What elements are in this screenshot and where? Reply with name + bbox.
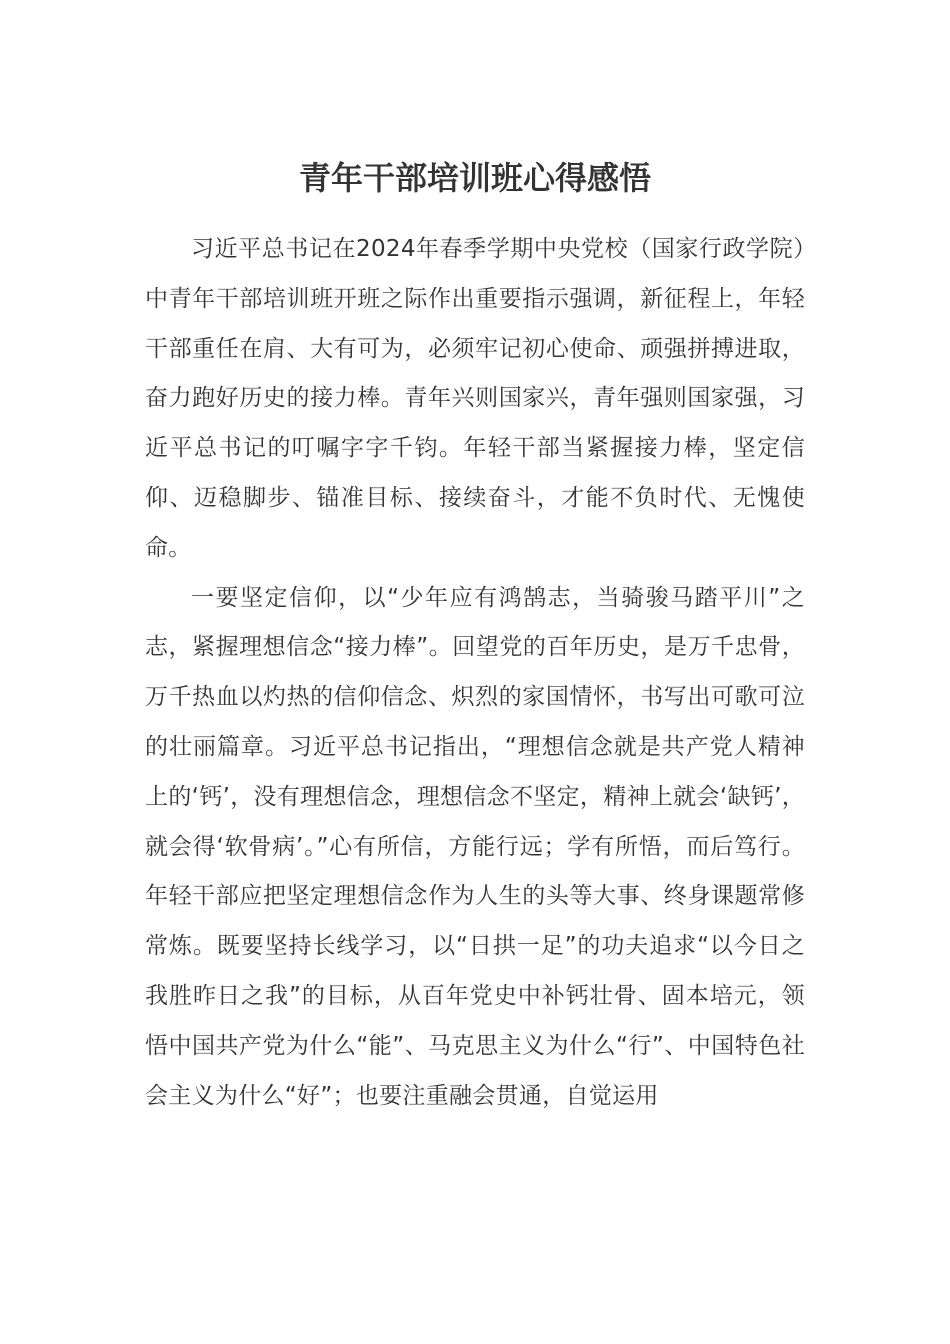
paragraph-point-one: 一要坚定信仰，以“少年应有鸿鹄志，当骑骏马踏平川”之志，紧握理想信念“接力棒”。回望党的百年历史，是万千忠骨，万千热血以灼热的信仰信念、炽烈的家国情怀，书写出可歌可泣的壮丽篇章。习近平总书记指出，“理想信念就是共产党人精神上的‘钙’，没有理想信念，理想信念不坚定，精神上就会‘缺钙’，就会得‘软骨病’。”心有所信，方能行远；学有所悟，而后笃行。年轻干部应把坚定理想信念作为人生的头等大事、终身课题常修常炼。既要坚持长线学习，以“日拱一足”的功夫追求“以今日之我胜昨日之我”的目标，从百年党史中补钙壮骨、固本培元，领悟中国共产党为什么“能”、马克思主义为什么“行”、中国特色社会主义为什么“好”；也要注重融会贯通，自觉运用 [145,584,805,1109]
document-body [145,225,805,1121]
paragraph-intro: 习近平总书记在2024年春季学期中央党校（国家行政学院）中青年干部培训班开班之际作出重要指示强调，新征程上，年轻干部重任在肩、大有可为，必须牢记初心使命、顽强拼搏进取，奋力跑好历史的接力棒。青年兴则国家兴，青年强则国家强，习近平总书记的叮嘱字字千钧。年轻干部当紧握接力棒，坚定信仰、迈稳脚步、锚准目标、接续奋斗，才能不负时代、无愧使命。 [145,236,805,561]
document-title: 青年干部培训班心得感悟 [298,159,651,197]
